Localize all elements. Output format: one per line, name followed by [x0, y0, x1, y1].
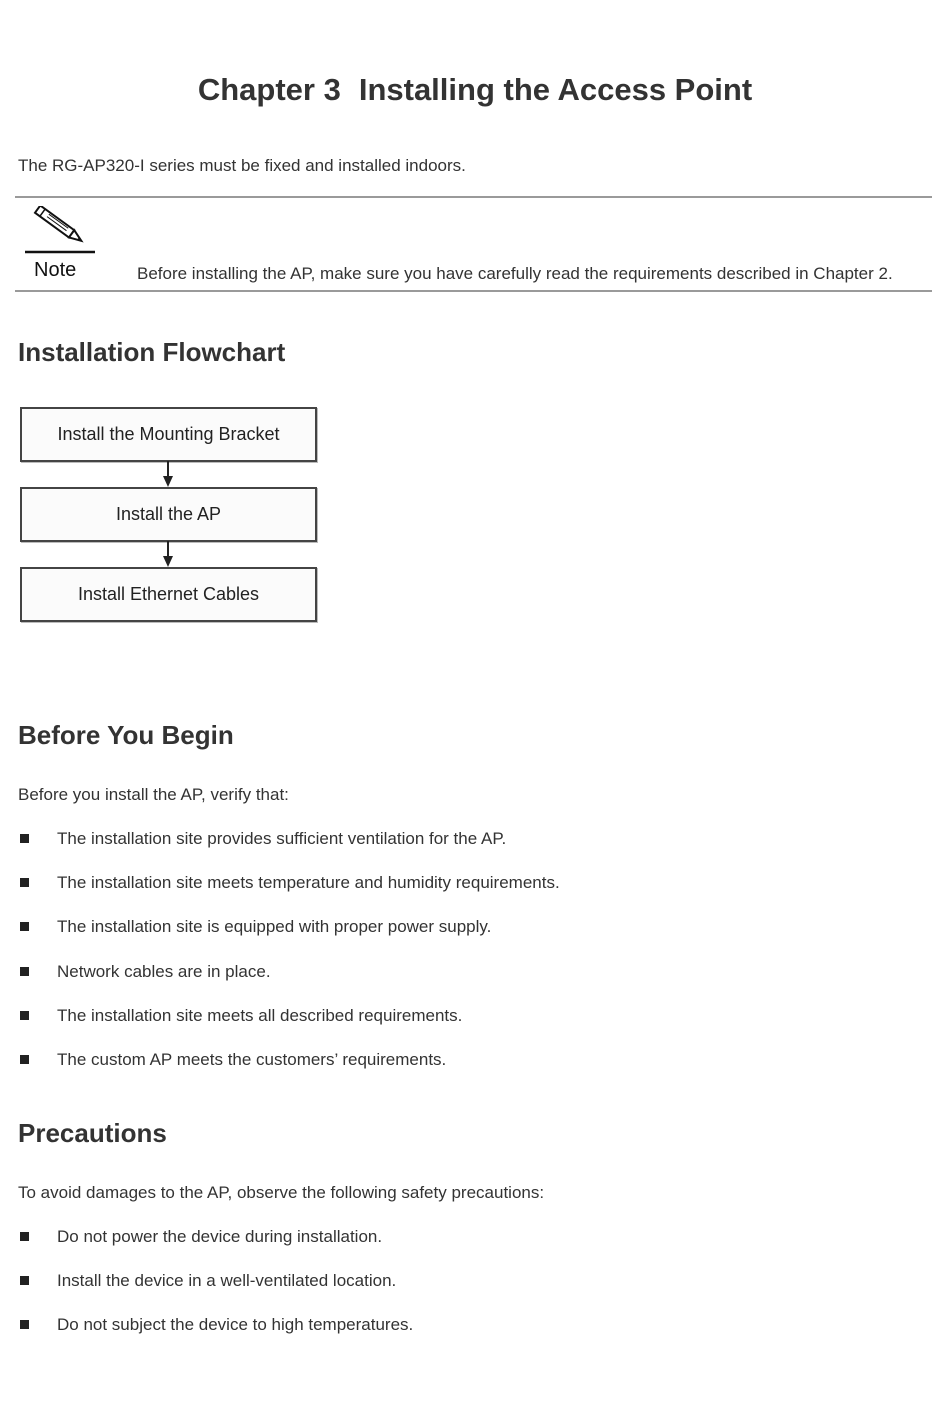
flowchart-heading: Installation Flowchart — [18, 337, 286, 367]
precautions-heading: Precautions — [18, 1118, 167, 1148]
note-bottom-rule — [15, 290, 932, 292]
bullet-square-icon — [20, 1011, 29, 1020]
flow-step-install-ap: Install the AP — [20, 487, 317, 542]
bullet-square-icon — [20, 967, 29, 976]
bullet-square-icon — [20, 922, 29, 931]
precautions-intro: To avoid damages to the AP, observe the following safety precautions: — [18, 1183, 545, 1202]
flow-step-ethernet-cables: Install Ethernet Cables — [20, 567, 317, 622]
bullet-square-icon — [20, 834, 29, 843]
chapter-number: Chapter 3 — [197, 72, 341, 107]
note-top-rule — [15, 196, 932, 198]
bullet-square-icon — [20, 878, 29, 887]
bullet-square-icon — [20, 1232, 29, 1241]
before-you-begin-intro: Before you install the AP, verify that: — [18, 785, 289, 804]
pencil-icon — [24, 206, 96, 256]
bullet-square-icon — [20, 1055, 29, 1064]
before-you-begin-heading: Before You Begin — [18, 720, 234, 750]
note-text: Before installing the AP, make sure you have carefully read the requirements described in Chapter 2. — [137, 264, 893, 283]
bullet-square-icon — [20, 1276, 29, 1285]
bullet-square-icon — [20, 1320, 29, 1329]
flow-step-mounting-bracket: Install the Mounting Bracket — [20, 407, 317, 462]
chapter-name: Installing the Access Point — [358, 72, 753, 107]
flow-arrow-icon — [161, 541, 175, 567]
note-label: Note — [34, 259, 77, 281]
chapter-title — [0, 72, 950, 108]
intro-text: The RG-AP320-I series must be fixed and installed indoors. — [18, 156, 466, 175]
flow-arrow-icon — [161, 461, 175, 487]
